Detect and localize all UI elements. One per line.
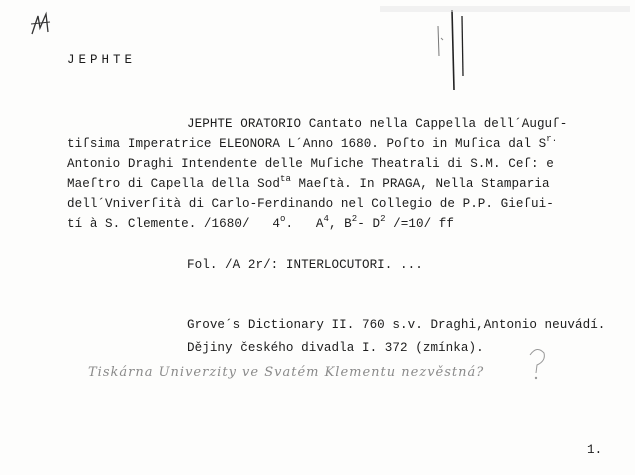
- grove-reference: Grove´s Dictionary II. 760 s.v. Draghi,Antonio neuvádí.: [187, 318, 606, 332]
- pencil-question-mark-icon: [524, 345, 550, 381]
- body-line-5: dell´Vniverſità di Carlo-Ferdinando nel Collegio de P.P. Gieſui-: [67, 197, 554, 211]
- superscript-2b: 2: [380, 214, 386, 224]
- stamp-smudge-icon: [380, 2, 630, 16]
- body-line-4-text: Maeſtro di Capella della Sod: [67, 177, 281, 191]
- collation-tail: /=10/ ff: [385, 217, 454, 231]
- body-line-4: [67, 174, 550, 191]
- divadla-reference: Dějiny českého divadla I. 372 (zmínka).: [187, 341, 484, 355]
- superscript-sr: r.: [546, 134, 558, 144]
- interlocutori-line: Fol. /A 2r/: INTERLOCUTORI. ...: [187, 258, 423, 272]
- body-line-6: [67, 214, 454, 231]
- format-rest: . A: [285, 217, 324, 231]
- handwritten-pencil-note: Tiskárna Univerzity ve Svatém Klementu nezvěstná?: [88, 365, 485, 380]
- handwritten-corner-mark-icon: [28, 10, 54, 38]
- page-number: 1.: [587, 443, 603, 457]
- body-line-3: Antonio Draghi Intendente delle Muſiche Theatrali di S.M. Ceſ: e: [67, 157, 554, 171]
- card-heading: JEPHTE: [67, 53, 137, 67]
- body-line-2: [67, 134, 558, 151]
- body-line-6-text: tí à S. Clemente. /1680/ 4: [67, 217, 281, 231]
- superscript-2: 2: [351, 214, 358, 224]
- body-line-4-rest: Maeſtà. In PRAGA, Nella Stamparia: [290, 177, 550, 191]
- body-line-1: JEPHTE ORATORIO Cantato nella Cappella dell´Auguſ-: [187, 117, 568, 131]
- comma-b: , B: [328, 217, 352, 231]
- dash-d: - D: [357, 217, 381, 231]
- superscript-o: o: [280, 214, 286, 224]
- handwritten-strokes-icon: [432, 6, 472, 96]
- body-line-2-text: tiſsima Imperatrice ELEONORA L´Anno 1680. Poſto in Muſica dal S: [67, 137, 547, 151]
- superscript-4: 4: [323, 214, 329, 224]
- superscript-ta: ta: [280, 174, 291, 184]
